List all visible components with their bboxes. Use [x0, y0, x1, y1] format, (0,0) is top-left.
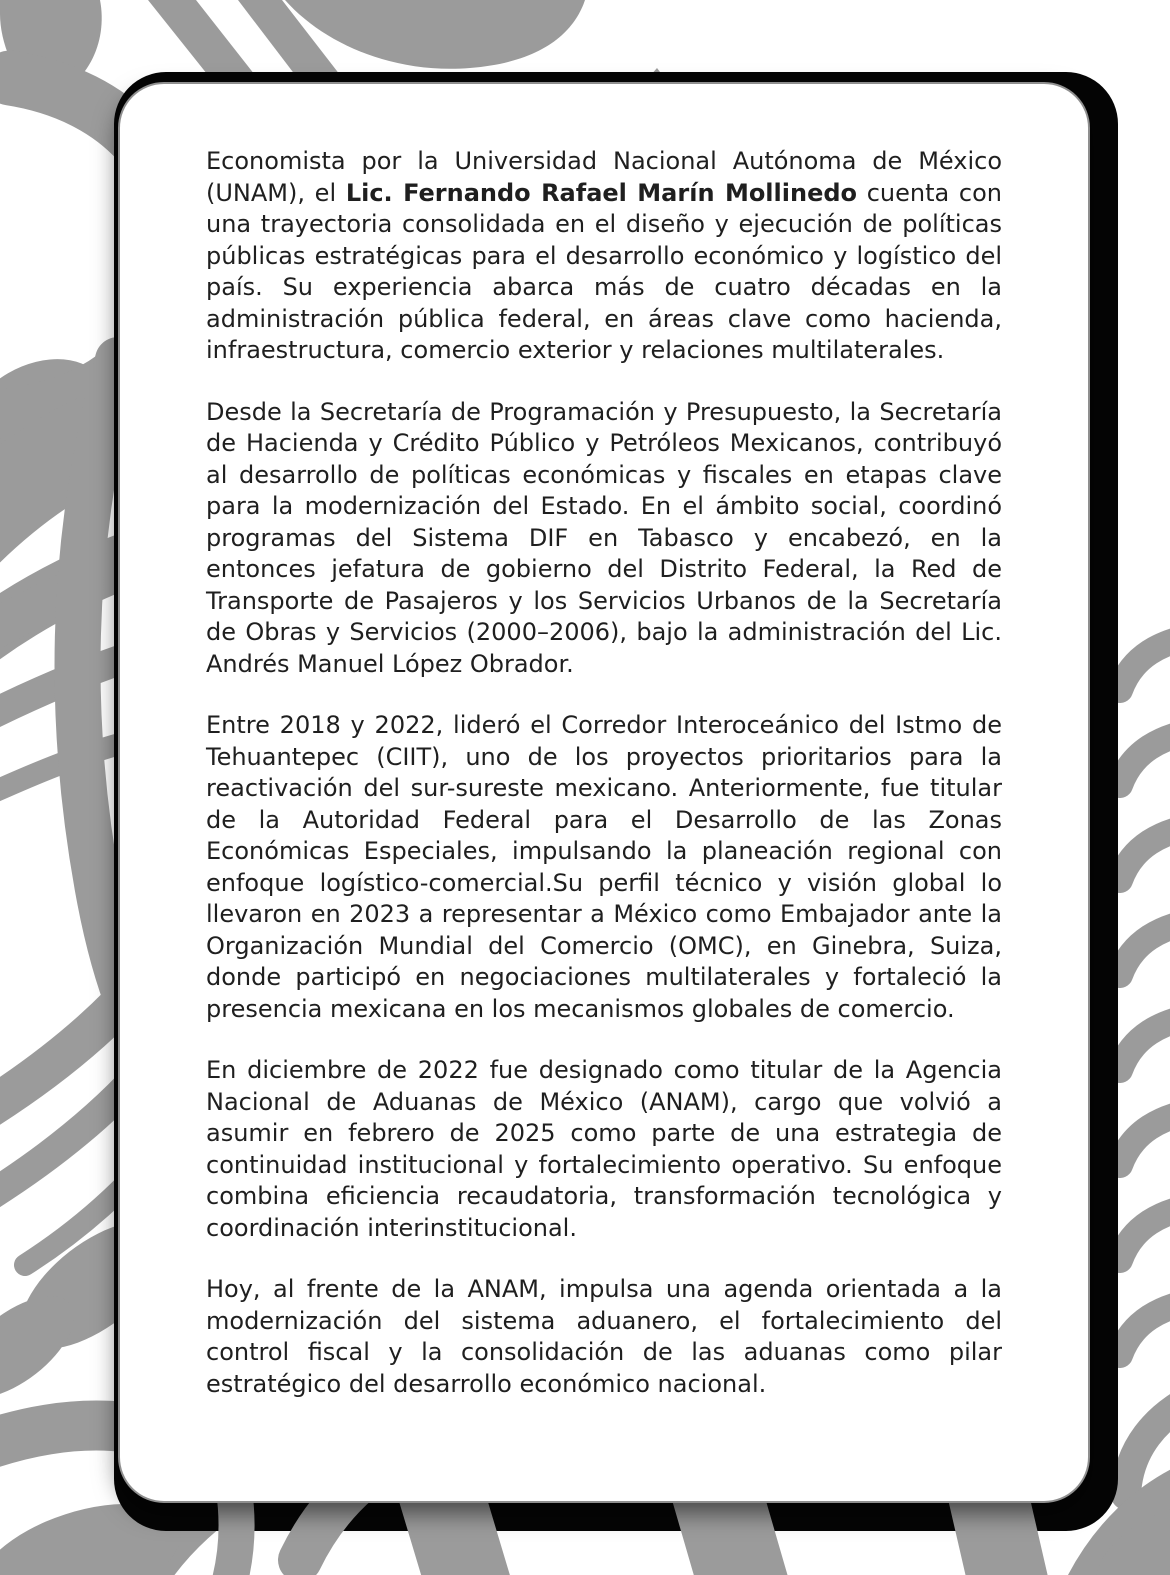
bio-paragraph-3: Entre 2018 y 2022, lideró el Corredor Interoceánico del Istmo de Tehuantepec (CIIT), uno de los proyectos prioritarios para la reactivación del sur-sureste mexicano. Anteriormente, fue titular de la Autoridad Federal para el Desarrollo de las Zonas Económicas Especiales, impulsando la planeación regional con enfoque logístico-comercial.Su perfil técnico y visión global lo llevaron en 2023 a representar a México como Embajador ante la Organización Mundial del Comercio (OMC), en Ginebra, Suiza, donde participó en negociaciones multilaterales y fortaleció la presencia mexicana en los mecanismos globales de comercio. [206, 711, 1002, 1023]
bio-paragraph-5: Hoy, al frente de la ANAM, impulsa una agenda orientada a la modernización del sistema aduanero, el fortalecimiento del control fiscal y la consolidación de las aduanas como pilar estratégico del desarrollo económico nacional. [206, 1275, 1002, 1398]
bio-paragraph-4: En diciembre de 2022 fue designado como titular de la Agencia Nacional de Aduanas de México (ANAM), cargo que volvió a asumir en febrero de 2025 como parte de una estrategia de continuidad institucional y fortalecimiento operativo. Su enfoque combina eficiencia recaudatoria, transformación tecnológica y coordinación interinstitucional. [206, 1056, 1002, 1242]
bio-paragraph-2: Desde la Secretaría de Programación y Presupuesto, la Secretaría de Hacienda y Crédito Público y Petróleos Mexicanos, contribuyó al desarrollo de políticas económicas y fiscales en etapas clave para la modernización del Estado. En el ámbito social, coordinó programas del Sistema DIF en Tabasco y encabezó, en la entonces jefatura de gobierno del Distrito Federal, la Red de Transporte de Pasajeros y los Servicios Urbanos de la Secretaría de Obras y Servicios (2000–2006), bajo la administración del Lic. Andrés Manuel López Obrador. [206, 397, 1002, 678]
bio-card [118, 82, 1090, 1503]
bio-paragraph-1-text: Economista por la Universidad Nacional Autónoma de México (UNAM), el [206, 147, 1002, 207]
bio-paragraph-1 [206, 146, 1002, 367]
bio-person-name: Lic. Fernando Rafael Marín Mollinedo [345, 178, 858, 207]
bio-paragraph-1-continuation: cuenta con una trayectoria consolidada en el diseño y ejecución de políticas públicas estratégicas para el desarrollo económico y logístico del país. Su experiencia abarca más de cuatro décadas en la administración pública federal, en áreas clave como hacienda, infraestructura, comercio exterior y relaciones multilaterales. [206, 178, 1002, 364]
